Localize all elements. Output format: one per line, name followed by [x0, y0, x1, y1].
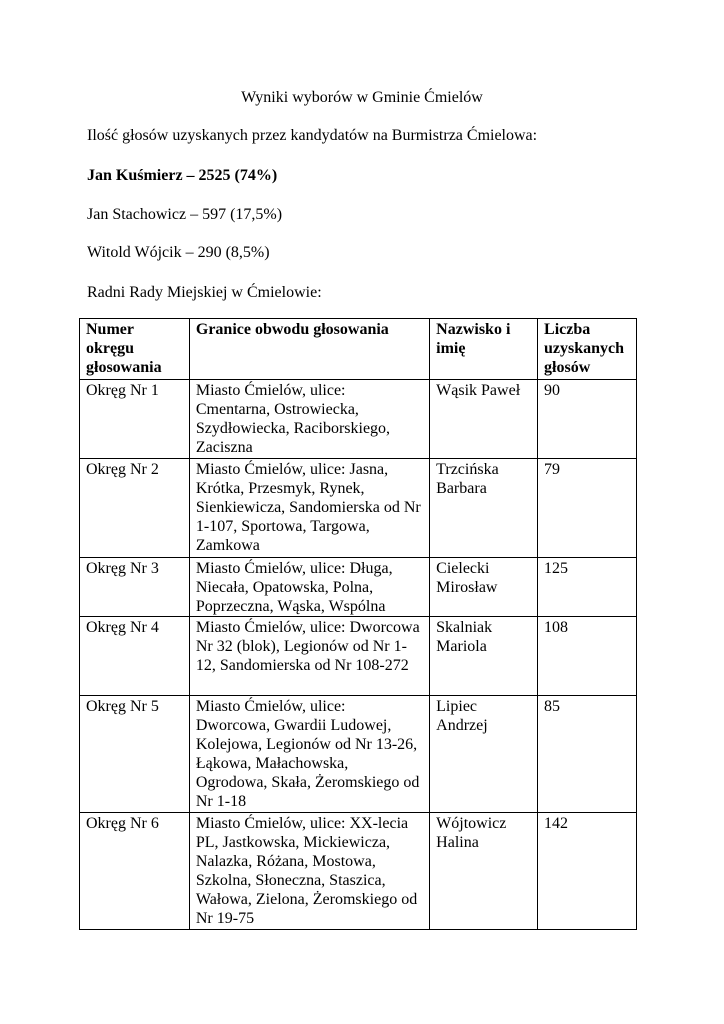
district-cell: Okręg Nr 3 [80, 558, 190, 617]
name-cell: Skalniak Mariola [430, 617, 538, 696]
votes-cell: 90 [538, 380, 637, 459]
district-cell: Okręg Nr 4 [80, 617, 190, 696]
candidate-result: Jan Stachowicz – 597 (17,5%) [87, 206, 283, 223]
council-heading: Radni Rady Miejskiej w Ćmielowie: [87, 284, 322, 301]
header-boundaries: Granice obwodu głosowania [189, 319, 429, 380]
header-votes: Liczba uzyskanych głosów [538, 319, 637, 380]
table-row [80, 617, 637, 696]
votes-cell: 125 [538, 558, 637, 617]
boundaries-cell: Miasto Ćmielów, ulice: Długa, Niecała, Opatowska, Polna, Poprzeczna, Wąska, Wspólna [189, 558, 429, 617]
votes-cell: 142 [538, 813, 637, 930]
boundaries-cell: Miasto Ćmielów, ulice: Jasna, Krótka, Przesmyk, Rynek, Sienkiewicza, Sandomierska od Nr 1-107, Sportowa, Targowa, Zamkowa [189, 459, 429, 558]
boundaries-cell: Miasto Ćmielów, ulice: Dworcowa, Gwardii Ludowej, Kolejowa, Legionów od Nr 13-26, Łąkowa, Małachowska, Ogrodowa, Skała, Żeromskiego od Nr 1-18 [189, 696, 429, 813]
document-title: Wyniki wyborów w Gminie Ćmielów [241, 89, 483, 106]
table-row [80, 459, 637, 558]
table-row [80, 813, 637, 930]
name-cell: Cielecki Mirosław [430, 558, 538, 617]
name-cell: Wąsik Paweł [430, 380, 538, 459]
boundaries-cell: Miasto Ćmielów, ulice: Cmentarna, Ostrowiecka, Szydłowiecka, Raciborskiego, Zaciszna [189, 380, 429, 459]
name-cell: Lipiec Andrzej [430, 696, 538, 813]
header-name: Nazwisko i imię [430, 319, 538, 380]
boundaries-cell: Miasto Ćmielów, ulice: Dworcowa Nr 32 (blok), Legionów od Nr 1-12, Sandomierska od Nr 108-272 [189, 617, 429, 696]
table-row [80, 558, 637, 617]
mayor-results-intro: Ilość głosów uzyskanych przez kandydatów na Burmistrza Ćmielowa: [87, 127, 538, 144]
district-cell: Okręg Nr 2 [80, 459, 190, 558]
table-row [80, 380, 637, 459]
district-cell: Okręg Nr 1 [80, 380, 190, 459]
votes-cell: 85 [538, 696, 637, 813]
votes-cell: 108 [538, 617, 637, 696]
votes-cell: 79 [538, 459, 637, 558]
district-cell: Okręg Nr 5 [80, 696, 190, 813]
boundaries-cell: Miasto Ćmielów, ulice: XX-lecia PL, Jastkowska, Mickiewicza, Nalazka, Różana, Mostowa, Szkolna, Słoneczna, Staszica, Wałowa, Zielona, Żeromskiego od Nr 19-75 [189, 813, 429, 930]
table-row [80, 696, 637, 813]
district-cell: Okręg Nr 6 [80, 813, 190, 930]
name-cell: Wójtowicz Halina [430, 813, 538, 930]
winning-candidate: Jan Kuśmierz – 2525 (74%) [87, 167, 278, 184]
header-district: Numer okręgu głosowania [80, 319, 190, 380]
council-results-table [79, 318, 637, 930]
name-cell: Trzcińska Barbara [430, 459, 538, 558]
table-header-row [80, 319, 637, 380]
candidate-result: Witold Wójcik – 290 (8,5%) [87, 244, 270, 261]
